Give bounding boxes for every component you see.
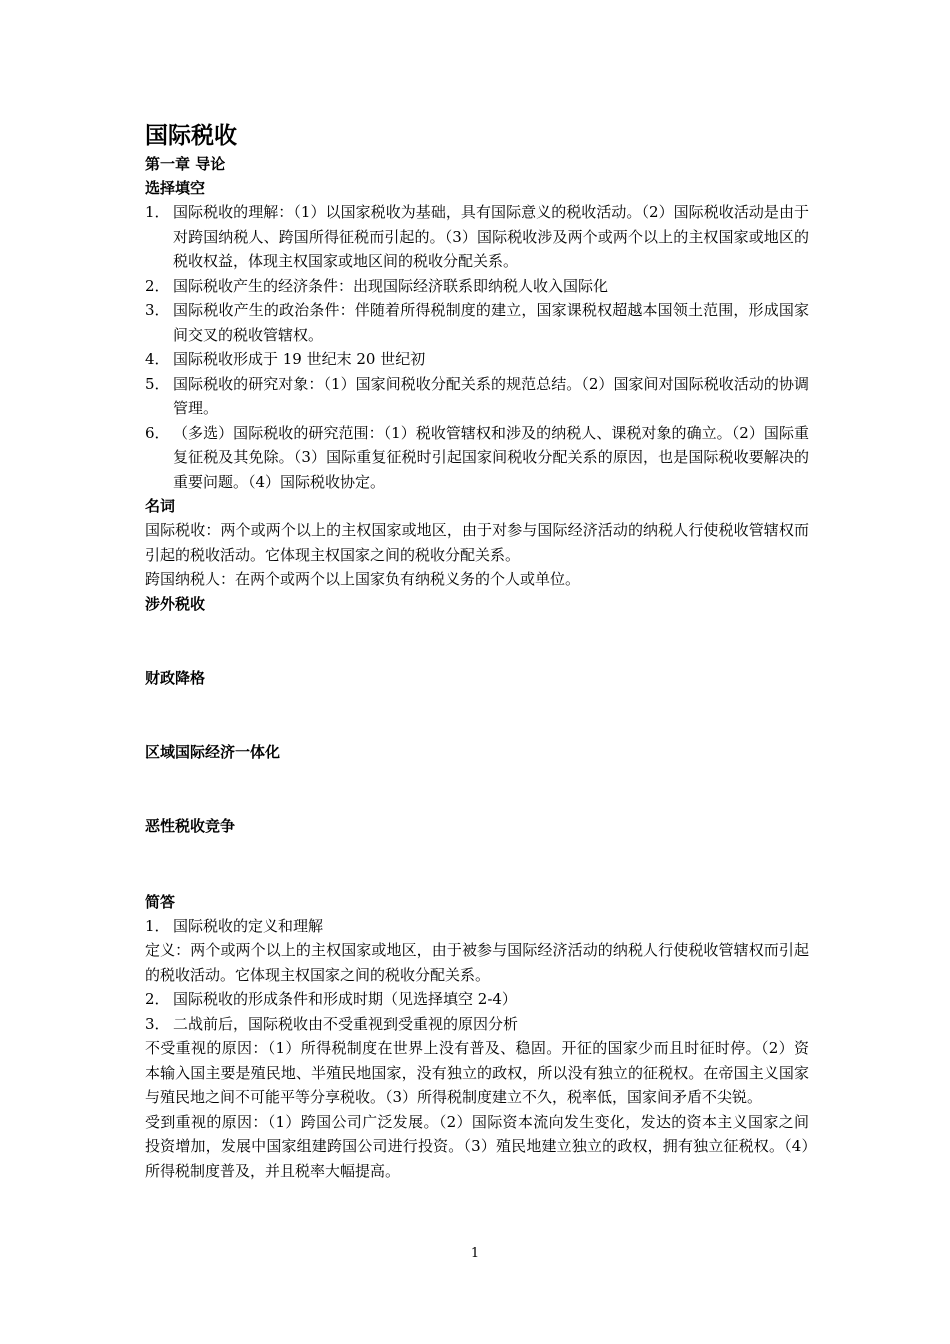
list-number: 1．	[145, 916, 170, 935]
answer-paragraph: 受到重视的原因：（1）跨国公司广泛发展。（2）国际资本流向发生变化，发达的资本主义国家之间投资增加，发展中国家组建跨国公司进行投资。（3）殖民地建立独立的政权，拥有独立征税权。（4）所得税制度普及，并且税率大幅提高。	[145, 1112, 809, 1180]
question-text: 二战前后，国际税收由不受重视到受重视的原因分析	[173, 1014, 519, 1033]
fill-list	[145, 200, 809, 494]
term-heading: 区域国际经济一体化	[145, 742, 281, 761]
list-number: 4．	[145, 350, 170, 368]
list-number: 1．	[145, 203, 170, 221]
list-item	[145, 200, 809, 274]
term-definition: 跨国纳税人：在两个或两个以上国家负有纳税义务的个人或单位。	[145, 570, 581, 588]
answer-paragraph: 不受重视的原因：（1）所得税制度在世界上没有普及、稳固。开征的国家少而且时征时停。（2）资本输入国主要是殖民地、半殖民地国家，没有独立的政权，所以没有独立的征税权。在帝国主义国家与殖民地之间不可能平等分享税收。（3）所得税制度建立不久，税率低，国家间矛盾不尖锐。	[145, 1039, 809, 1106]
list-number: 3．	[145, 1014, 170, 1033]
list-number: 2．	[145, 276, 170, 295]
term-heading: 恶性税收竞争	[145, 816, 236, 835]
chapter-heading: 第一章 导论	[145, 155, 226, 173]
question-item	[145, 914, 809, 939]
list-number: 5．	[145, 374, 170, 393]
document-title: 国际税收	[145, 123, 237, 149]
question-item	[145, 1012, 809, 1037]
list-text: 国际税收的研究对象：（1）国家间税收分配关系的规范总结。（2）国家间对国际税收活动的协调管理。	[173, 374, 809, 417]
list-item	[145, 347, 809, 372]
page-content	[145, 120, 809, 1183]
list-text: 国际税收的理解：（1）以国家税收为基础，具有国际意义的税收活动。（2）国际税收活动是由于对跨国纳税人、跨国所得征税而引起的。（3）国际税收涉及两个或两个以上的主权国家或地区的税收权益，体现主权国家或地区间的税收分配关系。	[173, 203, 809, 270]
question-text: 国际税收的形成条件和形成时期（见选择填空 2-4）	[173, 990, 517, 1008]
list-text: 国际税收产生的政治条件：伴随着所得税制度的建立，国家课税权超越本国领土范围，形成国家间交叉的税收管辖权。	[173, 301, 809, 344]
question-item	[145, 987, 809, 1012]
answer-paragraph: 定义：两个或两个以上的主权国家或地区，由于被参与国际经济活动的纳税人行使税收管辖权而引起的税收活动。它体现主权国家之间的税收分配关系。	[145, 941, 809, 984]
blank-space	[145, 690, 809, 740]
list-item	[145, 298, 809, 347]
blank-space	[145, 838, 809, 890]
term-heading: 涉外税收	[145, 594, 206, 613]
blank-space	[145, 764, 809, 814]
term-definition: 国际税收：两个或两个以上的主权国家或地区，由于对参与国际经济活动的纳税人行使税收管辖权而引起的税收活动。它体现主权国家之间的税收分配关系。	[145, 521, 809, 564]
section-heading-fill: 选择填空	[145, 179, 206, 197]
section-heading-terms: 名词	[145, 497, 176, 515]
list-item	[145, 274, 809, 299]
list-item	[145, 372, 809, 421]
question-text: 国际税收的定义和理解	[173, 916, 324, 935]
list-text: 国际税收产生的经济条件：出现国际经济联系即纳税人收入国际化	[173, 276, 609, 295]
list-item	[145, 421, 809, 495]
page-number: 1	[470, 1246, 480, 1261]
list-text: 国际税收形成于 19 世纪末 20 世纪初	[173, 350, 426, 368]
section-heading-short-answer: 简答	[145, 892, 176, 911]
list-number: 6．	[145, 423, 170, 442]
term-heading: 财政降格	[145, 668, 206, 687]
list-number: 2．	[145, 990, 170, 1008]
list-number: 3．	[145, 301, 170, 319]
list-text: （多选）国际税收的研究范围：（1）税收管辖权和涉及的纳税人、课税对象的确立。（2）国际重复征税及其免除。（3）国际重复征税时引起国家间税收分配关系的原因，也是国际税收要解决的重要问题。（4）国际税收协定。	[173, 423, 809, 491]
blank-space	[145, 616, 809, 666]
